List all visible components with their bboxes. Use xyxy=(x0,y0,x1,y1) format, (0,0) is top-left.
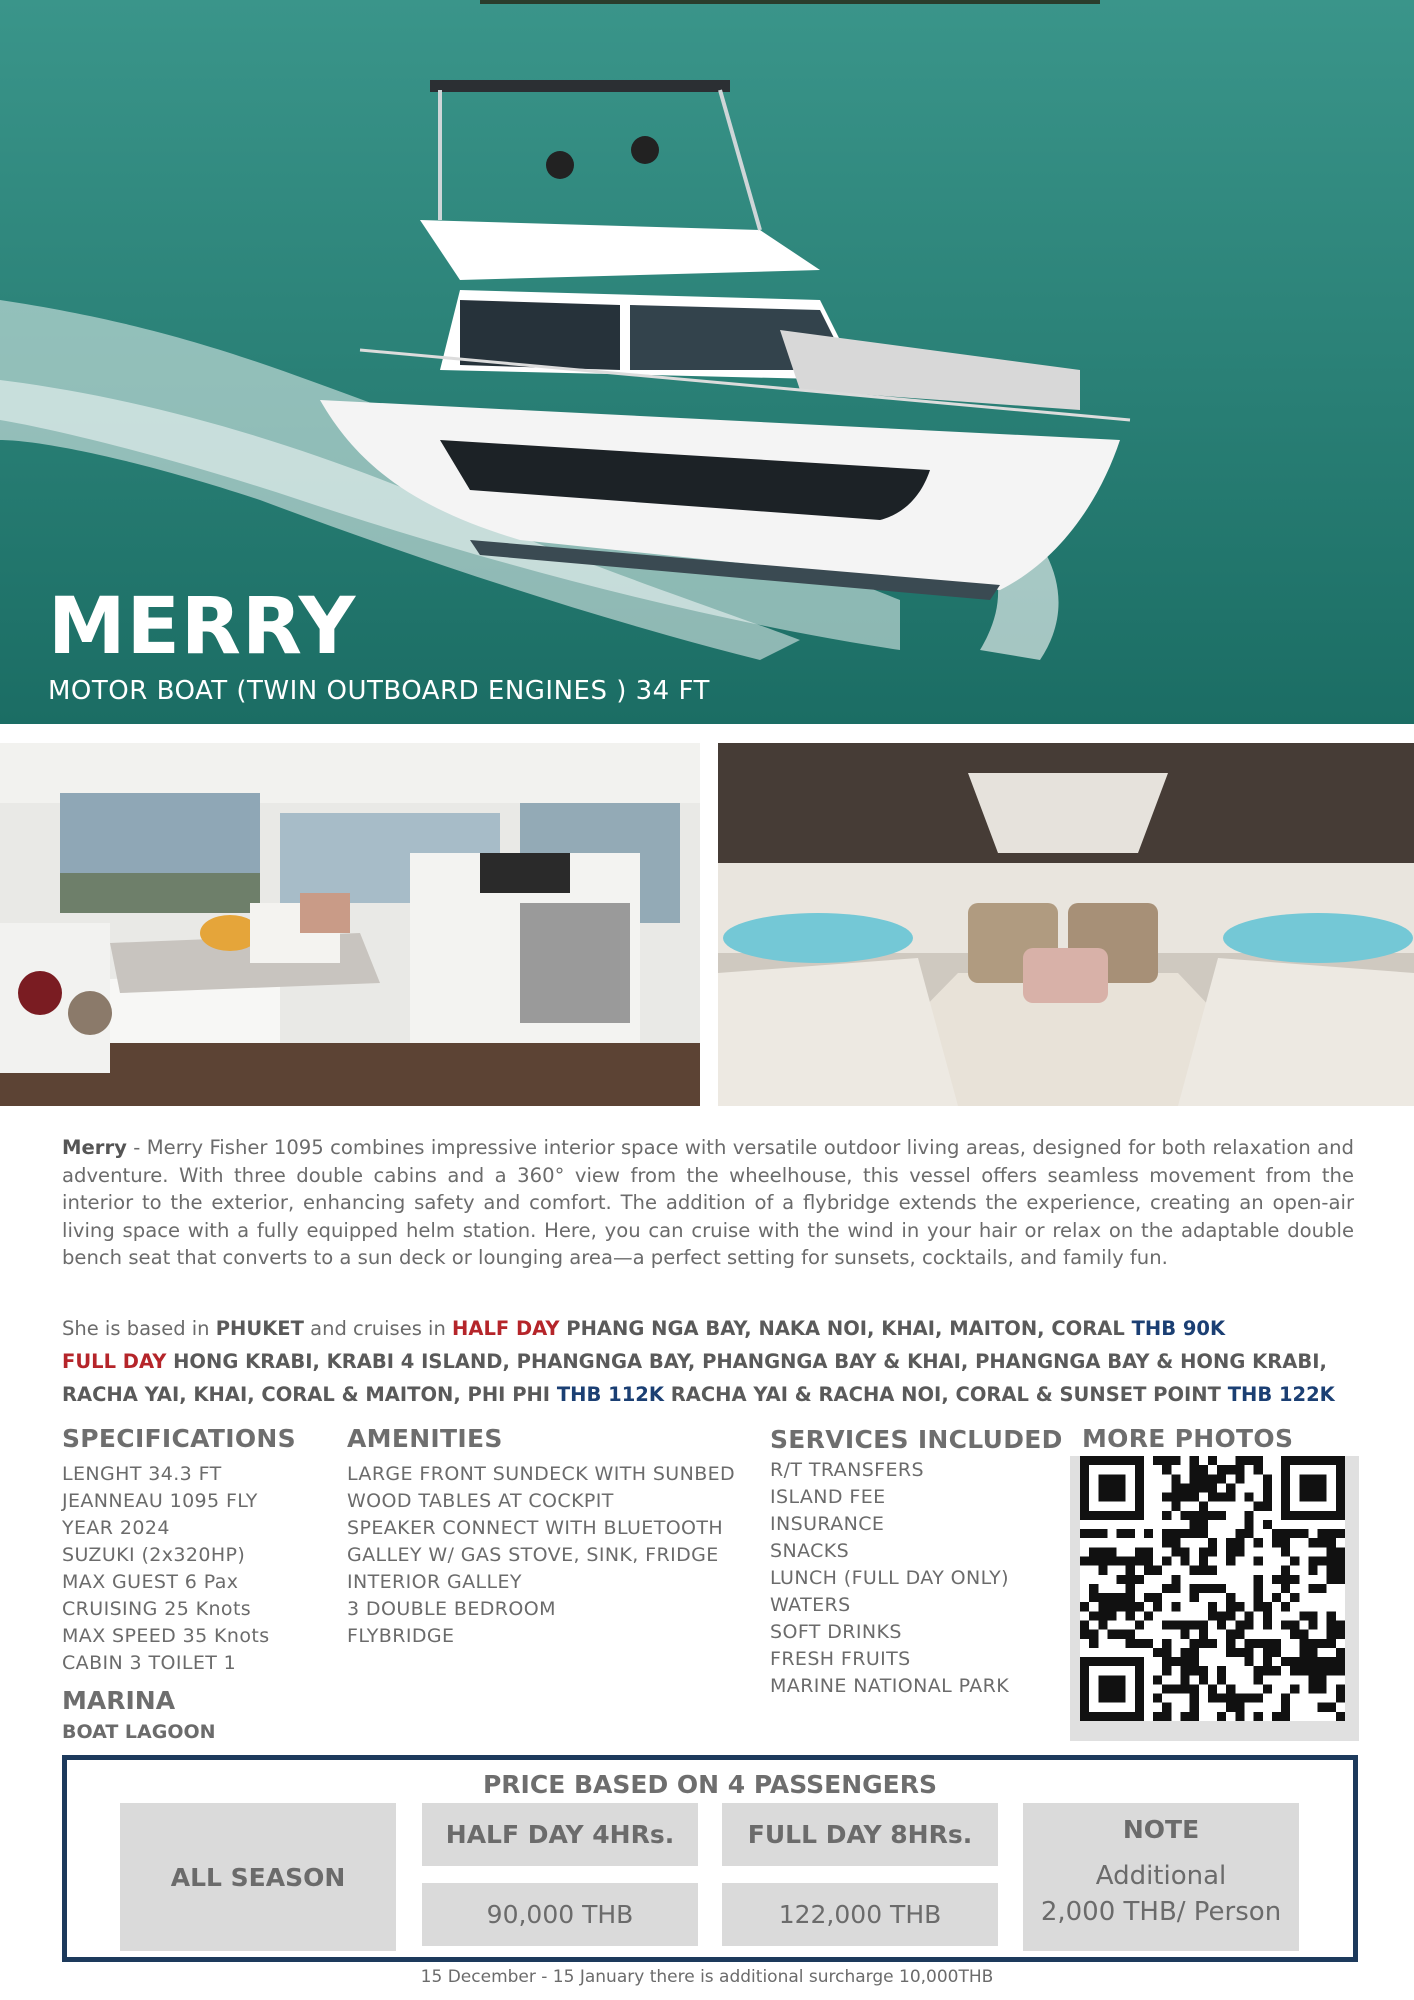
boat-type-subtitle: MOTOR BOAT (TWIN OUTBOARD ENGINES ) 34 FT xyxy=(48,676,710,706)
route-base: PHUKET xyxy=(215,1317,304,1340)
spec-item: CABIN 3 TOILET 1 xyxy=(62,1652,237,1674)
spec-item: SUZUKI (2x320HP) xyxy=(62,1544,246,1566)
route-premium-price: THB 122K xyxy=(1227,1383,1335,1406)
full-day-price: 122,000 THB xyxy=(722,1883,998,1946)
amenity-item: INTERIOR GALLEY xyxy=(347,1571,522,1593)
amenity-item: FLYBRIDGE xyxy=(347,1625,455,1647)
specifications-heading: SPECIFICATIONS xyxy=(62,1424,296,1453)
note-line-1: Additional xyxy=(1095,1861,1227,1891)
service-item: R/T TRANSFERS xyxy=(770,1459,924,1481)
service-item: SNACKS xyxy=(770,1540,850,1562)
note-line-2: 2,000 THB/ Person xyxy=(1040,1897,1282,1927)
spec-item: MAX GUEST 6 Pax xyxy=(62,1571,239,1593)
price-table xyxy=(62,1755,1358,1962)
services-heading: SERVICES INCLUDED xyxy=(770,1425,1063,1454)
service-item: WATERS xyxy=(770,1594,851,1616)
marina-heading: MARINA xyxy=(62,1686,176,1715)
cabin-photo xyxy=(718,743,1414,1106)
spec-item: MAX SPEED 35 Knots xyxy=(62,1625,270,1647)
route-full-day-price: THB 112K xyxy=(556,1383,664,1406)
route-full-day-places: HONG KRABI, KRABI 4 ISLAND, PHANGNGA BAY, PHANGNGA BAY & KHAI, PHANGNGA BAY & HONG KRABI, RACHA YAI, KHAI, CORAL & MAITON, PHI PHI xyxy=(62,1350,1327,1406)
spec-item: CRUISING 25 Knots xyxy=(62,1598,252,1620)
route-half-day-places: PHANG NGA BAY, NAKA NOI, KHAI, MAITON, CORAL xyxy=(559,1317,1132,1340)
amenity-item: GALLEY W/ GAS STOVE, SINK, FRIDGE xyxy=(347,1544,719,1566)
service-item: SOFT DRINKS xyxy=(770,1621,902,1643)
amenities-heading: AMENITIES xyxy=(347,1424,503,1453)
service-item: FRESH FRUITS xyxy=(770,1648,911,1670)
full-day-header: FULL DAY 8HRs. xyxy=(722,1803,998,1866)
specifications-list xyxy=(62,1461,270,1677)
route-premium-places: RACHA YAI & RACHA NOI, CORAL & SUNSET POINT xyxy=(663,1383,1228,1406)
salon-photo xyxy=(0,743,700,1106)
service-item: ISLAND FEE xyxy=(770,1486,886,1508)
service-item: INSURANCE xyxy=(770,1513,885,1535)
qr-frame xyxy=(1070,1456,1359,1741)
route-full-day-label: FULL DAY xyxy=(62,1350,167,1373)
route-half-day-label: HALF DAY xyxy=(452,1317,560,1340)
surcharge-footnote: 15 December - 15 January there is additional surcharge 10,000THB xyxy=(420,1967,994,1987)
cruise-routes xyxy=(62,1312,1362,1411)
spec-item: YEAR 2024 xyxy=(62,1517,170,1539)
amenity-item: 3 DOUBLE BEDROOM xyxy=(347,1598,556,1620)
route-text-1: She is based in xyxy=(62,1317,216,1340)
amenity-item: LARGE FRONT SUNDECK WITH SUNBED xyxy=(347,1463,736,1485)
service-item: LUNCH (FULL DAY ONLY) xyxy=(770,1567,1009,1589)
more-photos-heading: MORE PHOTOS xyxy=(1082,1424,1294,1453)
amenities-list xyxy=(347,1461,735,1650)
description-body: - Merry Fisher 1095 combines impressive interior space with versatile outdoor living areas, designed for both relaxation and adventure. With three double cabins and a 360° view from the wheelhouse, this vessel offers seamless movement from the interior to the exterior, enhancing safety and comfort. The addition of a flybridge extends the experience, creating an open-air living space with a fully equipped helm station. Here, you can cruise with the wind in your hair or relax on the adaptable double bench seat that converts to a sun deck or lounging area—a perfect setting for sunsets, cocktails, and family fun. xyxy=(62,1136,1354,1270)
boat-name-title: MERRY xyxy=(48,582,357,672)
amenity-item: SPEAKER CONNECT WITH BLUETOOTH xyxy=(347,1517,724,1539)
services-list xyxy=(770,1457,1009,1700)
route-text-2: and cruises in xyxy=(303,1317,453,1340)
service-item: MARINE NATIONAL PARK xyxy=(770,1675,1010,1697)
more-photos-qr-code[interactable] xyxy=(1080,1456,1345,1721)
spec-item: LENGHT 34.3 FT xyxy=(62,1463,222,1485)
note-cell xyxy=(1023,1803,1299,1951)
spec-item: JEANNEAU 1095 FLY xyxy=(62,1490,258,1512)
amenity-item: WOOD TABLES AT COCKPIT xyxy=(347,1490,614,1512)
season-cell: ALL SEASON xyxy=(120,1803,396,1951)
route-half-day-price: THB 90K xyxy=(1131,1317,1226,1340)
price-heading: PRICE BASED ON 4 PASSENGERS xyxy=(482,1770,938,1799)
marina-value: BOAT LAGOON xyxy=(62,1721,216,1743)
half-day-header: HALF DAY 4HRs. xyxy=(422,1803,698,1866)
description-lead: Merry xyxy=(62,1136,127,1159)
hero-section xyxy=(0,0,1414,724)
note-heading: NOTE xyxy=(1122,1815,1200,1844)
boat-description xyxy=(62,1134,1354,1272)
half-day-price: 90,000 THB xyxy=(422,1883,698,1946)
